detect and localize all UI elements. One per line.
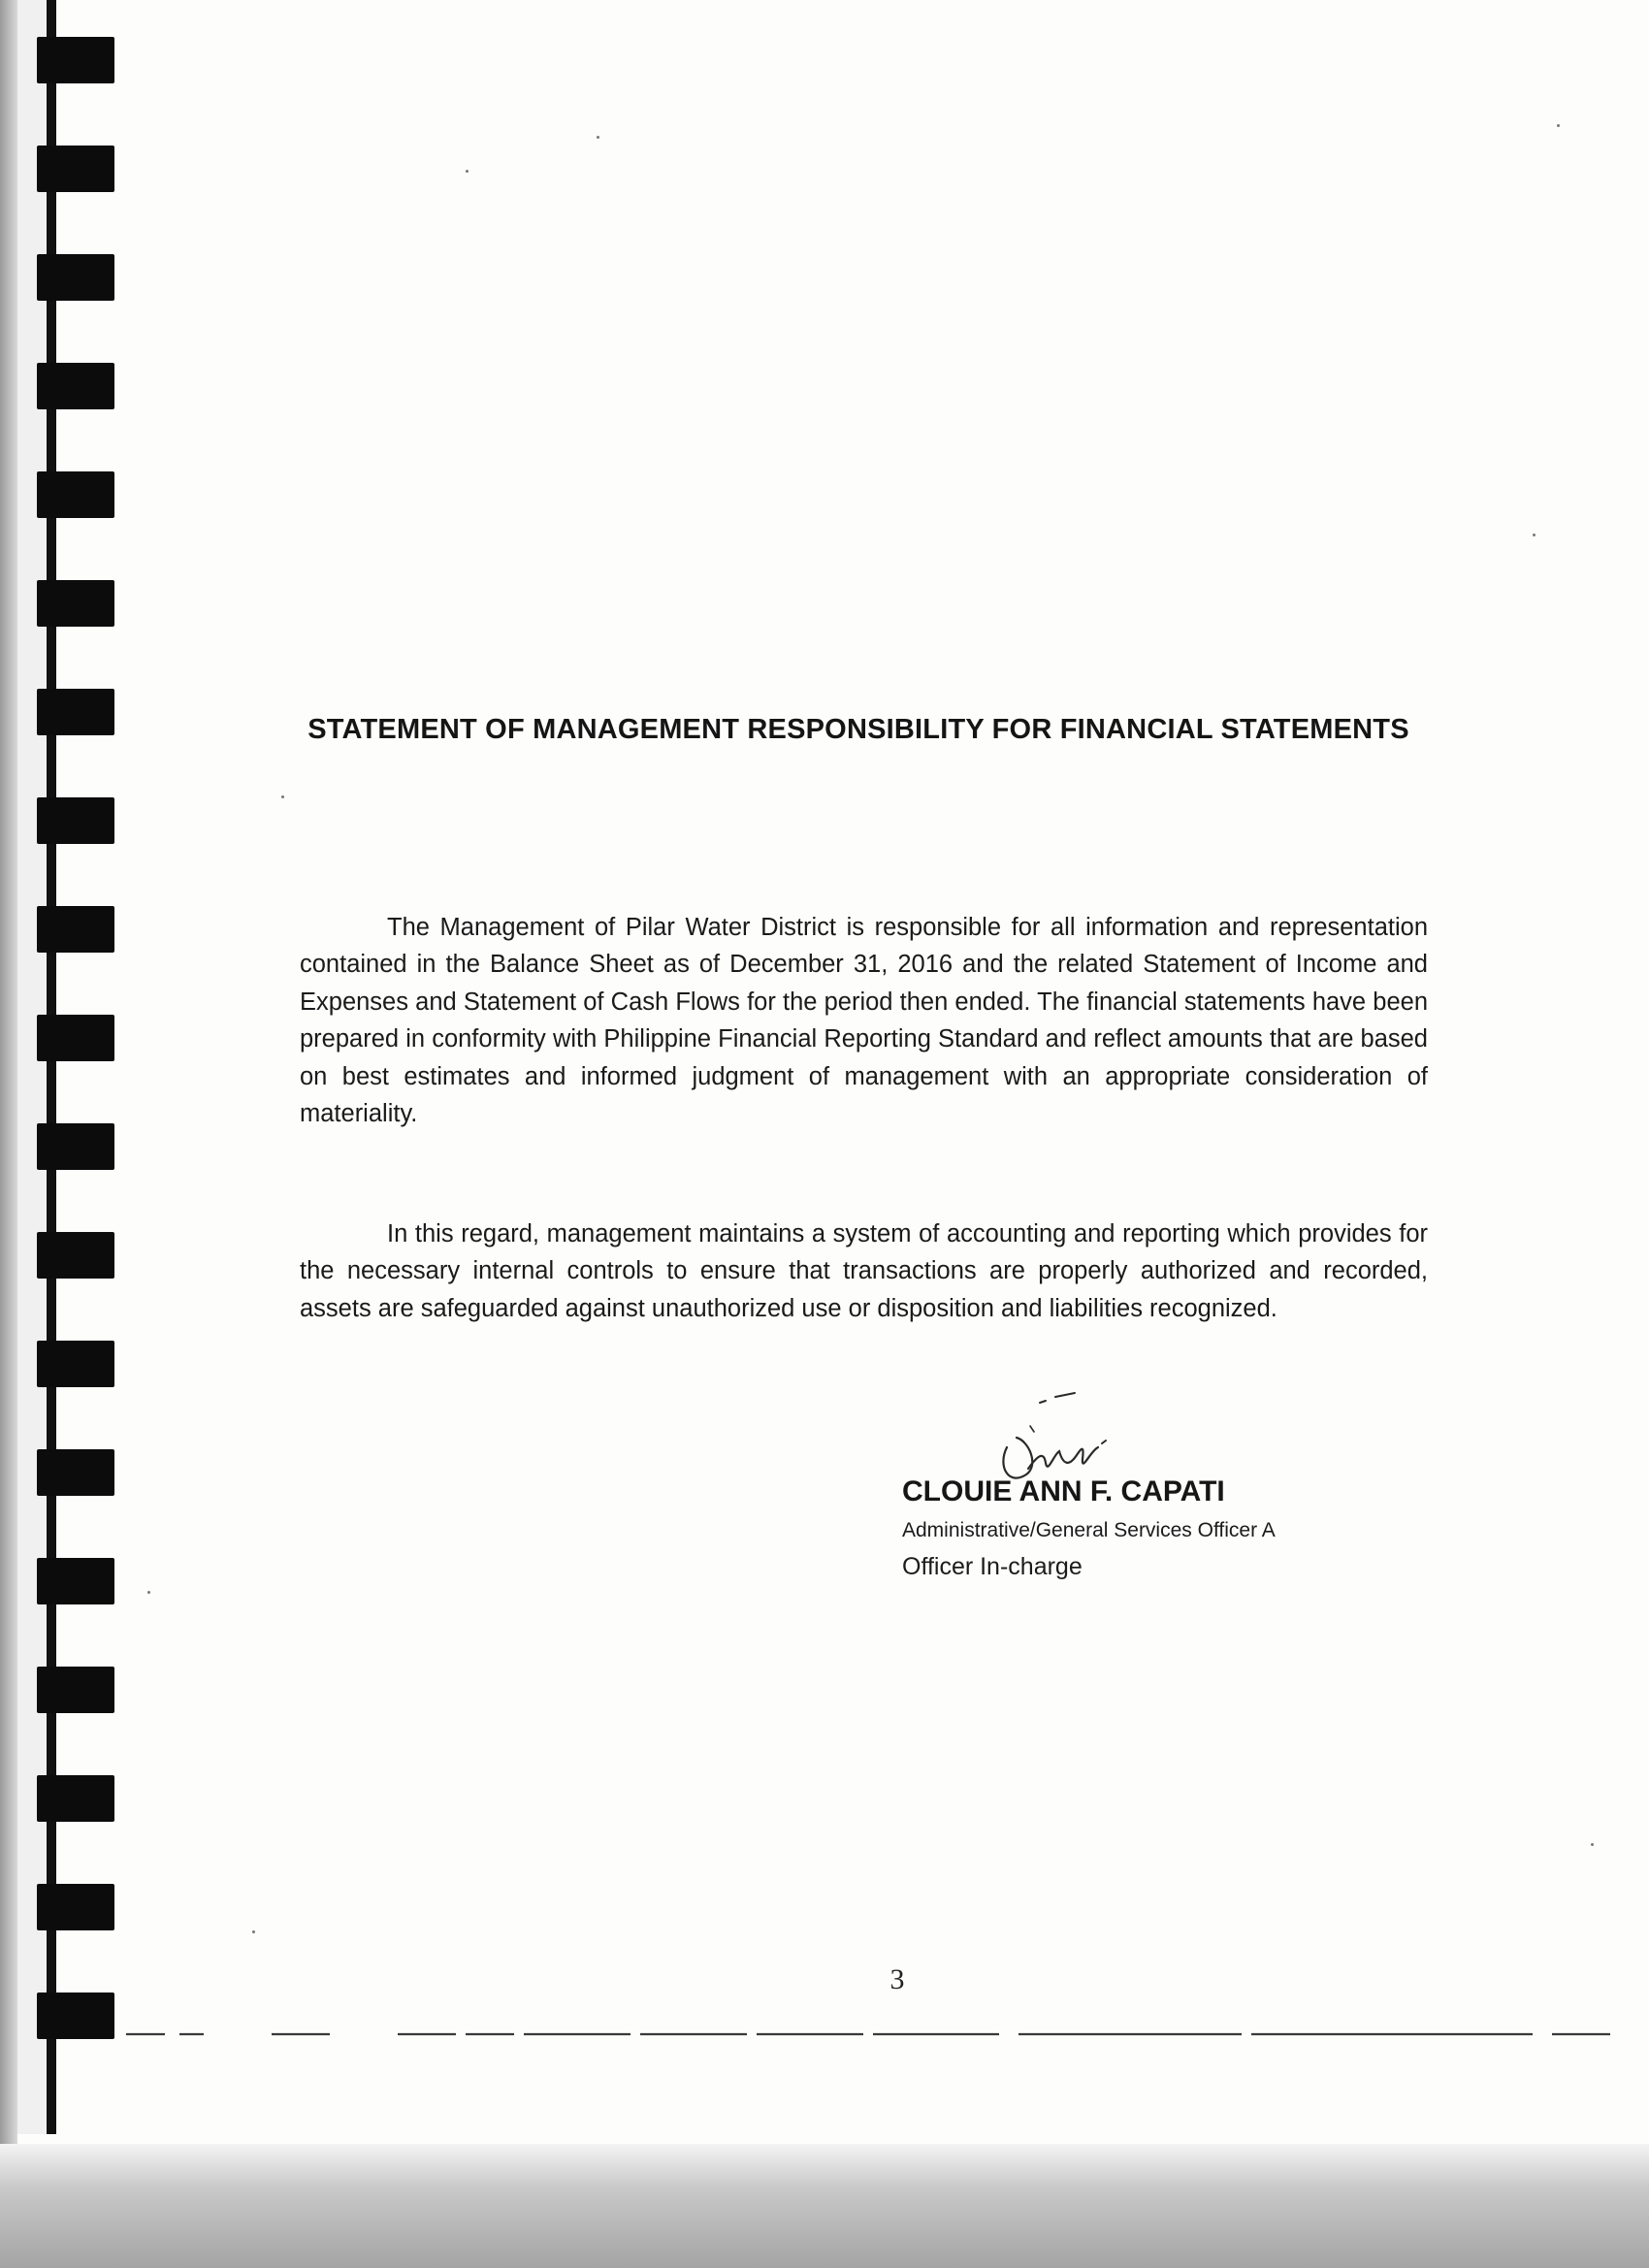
binding-tooth — [37, 1123, 114, 1170]
binding-tooth — [37, 906, 114, 953]
scanner-bottom-shadow — [0, 2144, 1649, 2268]
binding-tooth — [37, 1775, 114, 1822]
binding-tooth — [37, 1341, 114, 1387]
scan-speck — [466, 170, 469, 173]
document-heading: STATEMENT OF MANAGEMENT RESPONSIBILITY FOR FINANCIAL STATEMENTS — [307, 714, 1409, 745]
paragraph-responsibility: The Management of Pilar Water District is responsible for all information and representation contained in the Balance Sheet as of December 31, 2016 and the related Statement of Income and Expenses and Statement of Cash Flows for the period then ended. The financial statements have been prepared in conformity with Philippine Financial Reporting Standard and reflect amounts that are based on best estimates and informed judgment of management with an appropriate consideration of materiality. — [300, 913, 1428, 1127]
binding-tooth — [37, 254, 114, 301]
signatory-title: Administrative/General Services Officer A — [902, 1519, 1276, 1541]
signatory-role: Officer In-charge — [902, 1553, 1083, 1580]
binding-tooth — [37, 471, 114, 518]
scan-speck — [1591, 1843, 1594, 1846]
binding-tooth — [37, 580, 114, 627]
scan-speck — [252, 1930, 255, 1933]
scan-speck — [597, 136, 599, 139]
binding-tooth — [37, 689, 114, 735]
binding-tooth — [37, 146, 114, 192]
page-edge-shadow — [0, 0, 17, 2268]
scan-speck — [147, 1591, 150, 1594]
binding-tooth — [37, 37, 114, 83]
scan-speck — [281, 795, 284, 798]
binding-tooth — [37, 1993, 114, 2039]
binding-tooth — [37, 1449, 114, 1496]
binding-tooth — [37, 1232, 114, 1279]
scan-speck — [1533, 534, 1536, 536]
binding-tooth — [37, 1884, 114, 1930]
page-number: 3 — [889, 1963, 905, 1995]
signatory-name: CLOUIE ANN F. CAPATI — [902, 1475, 1225, 1507]
binding-tooth — [37, 363, 114, 409]
paragraph-internal-controls: In this regard, management maintains a system of accounting and reporting which provides for the necessary internal controls to ensure that transactions are properly authorized and recorded, assets are safeguarded against unauthorized use or disposition and liabilities recognized. — [300, 1219, 1428, 1322]
binding-tooth — [37, 1015, 114, 1061]
binding-tooth — [37, 1667, 114, 1713]
footer-rule — [126, 2031, 1610, 2037]
scan-speck — [1557, 124, 1560, 127]
binding-tooth — [37, 1558, 114, 1604]
binding-tooth — [37, 797, 114, 844]
